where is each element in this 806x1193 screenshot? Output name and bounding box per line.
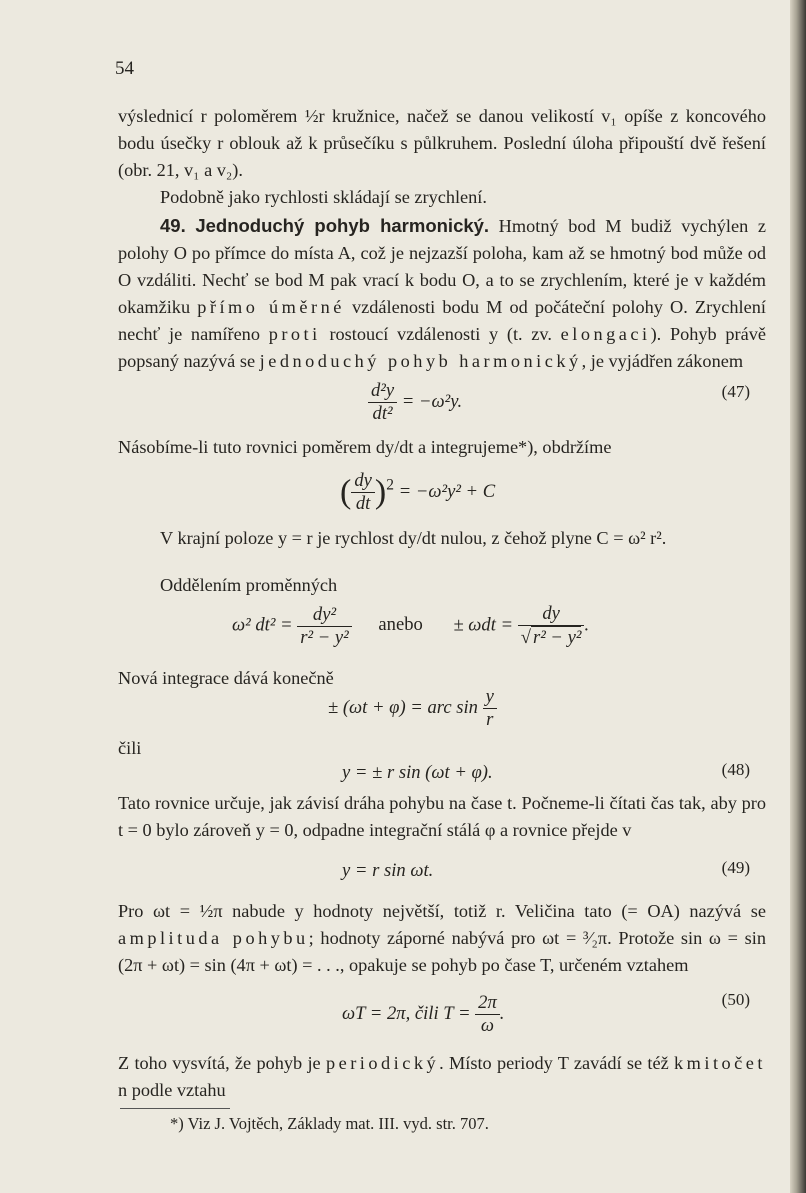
equation-arcsin: ± (ωt + φ) = arc sin $\frac{y}{r}$ xyxy=(328,686,497,731)
emphasis-proportional: přímo úměrné xyxy=(197,297,345,317)
emphasis-against: proti xyxy=(268,324,321,344)
text-new-integration: Nová integrace dává konečně xyxy=(118,668,334,688)
emphasis-frequency: kmitočet xyxy=(674,1053,766,1073)
text-extreme-position: V krajní poloze y = r je rychlost dy/dt nulou, z čehož plyne C = ω² r². xyxy=(160,528,667,548)
equation-50-label: (50) xyxy=(721,990,750,1009)
emphasis-amplitude: amplituda pohybu xyxy=(118,928,309,948)
equation-50: ωT = 2π, čili T = $\frac{2\pi}{\omega}$ . xyxy=(342,992,505,1036)
emphasis-periodic: periodický xyxy=(325,1053,440,1073)
text-separation: Oddělením proměnných xyxy=(160,575,338,595)
section-title: Jednoduchý pohyb harmonický. xyxy=(195,215,490,236)
intro-paragraph: výslednicí r poloměrem ½r kružnice, načež se danou velikostí v₁ opíše z koncového bodu úsečky r oblouk až k průsečíku s půlkruhem. Poslední úloha připouští dvě řešení (obr. 21, v₁ a v₂). xyxy=(118,106,766,180)
equation-square: ( $\frac{dy}{dt}$ )$^2$ = −ω²y² + C xyxy=(340,470,496,514)
equation-47: $\frac{\text{d²y}}{\text{dt²}}$ = −ω²y. xyxy=(368,380,462,425)
text-amplitude: Pro ωt = ½π nabude y hodnoty největší, totiž r. Veličina tato (= OA) nazývá se amplituda pohybu; hodnoty záporné nabývá pro ωt = ³⁄₂π. Protože sin ω = sin (2π + ωt) = sin (4π + ωt) = . . ., opakuje se pohyb po čase T, určeném vztahem xyxy=(118,901,766,975)
equation-49-label: (49) xyxy=(721,858,750,877)
footnote-rule xyxy=(120,1108,230,1109)
text-multiply: Násobíme-li tuto rovnici poměrem dy/dt a integrujeme*), obdržíme xyxy=(118,437,612,457)
equation-47-label: (47) xyxy=(721,382,750,401)
section-number: 49. xyxy=(160,215,186,236)
section-49-paragraph: 49. Jednoduchý pohyb harmonický. Hmotný bod M budiž vychýlen z polohy O po přímce do místa A, což je nejzazší poloha, kam až se hmotný bod může od O vzdáliti. Nechť se bod M pak vrací k bodu O, a to se zrychlením, které je v každém okamžiku přímo úměrné vzdálenosti bodu M od počáteční polohy O. Zrychlení nechť je namířeno proti rostoucí vzdálenosti y (t. zv. elongaci). Pohyb právě popsaný nazývá se jednoduchý pohyb harmonický, je vyjádřen zákonem xyxy=(118,215,766,371)
equation-48: y = ± r sin (ωt + φ). xyxy=(342,762,493,783)
page-edge-shadow xyxy=(790,0,806,1193)
footnote: *) Viz J. Vojtěch, Základy mat. III. vyd. str. 707. xyxy=(170,1114,489,1133)
text-path-dependence: Tato rovnice určuje, jak závisí dráha pohybu na čase t. Počneme-li čítati čas tak, aby pro t = 0 bylo zároveň y = 0, odpadne integrační stálá φ a rovnice přejde v xyxy=(118,793,766,840)
text-or: čili xyxy=(118,738,142,758)
equation-49: y = r sin ωt. xyxy=(342,860,434,881)
text-period: Z toho vysvítá, že pohyb je periodický. Místo periody T zavádí se též kmitočet n podle vztahu xyxy=(118,1053,766,1100)
page-number: 54 xyxy=(115,58,134,79)
equation-48-label: (48) xyxy=(721,760,750,779)
emphasis-elongation: elongaci xyxy=(560,324,651,344)
emphasis-harmonic: jednoduchý pohyb harmonický xyxy=(259,351,582,371)
equation-separated: ω² dt² = $\frac{\text{dy²}}{\text{r² − y²}}$ anebo ± ωdt = $\frac{dy}{\text{√ r² − y²}}$ . xyxy=(232,603,590,648)
acceleration-sentence: Podobně jako rychlosti skládají se zrychlení. xyxy=(160,187,487,207)
